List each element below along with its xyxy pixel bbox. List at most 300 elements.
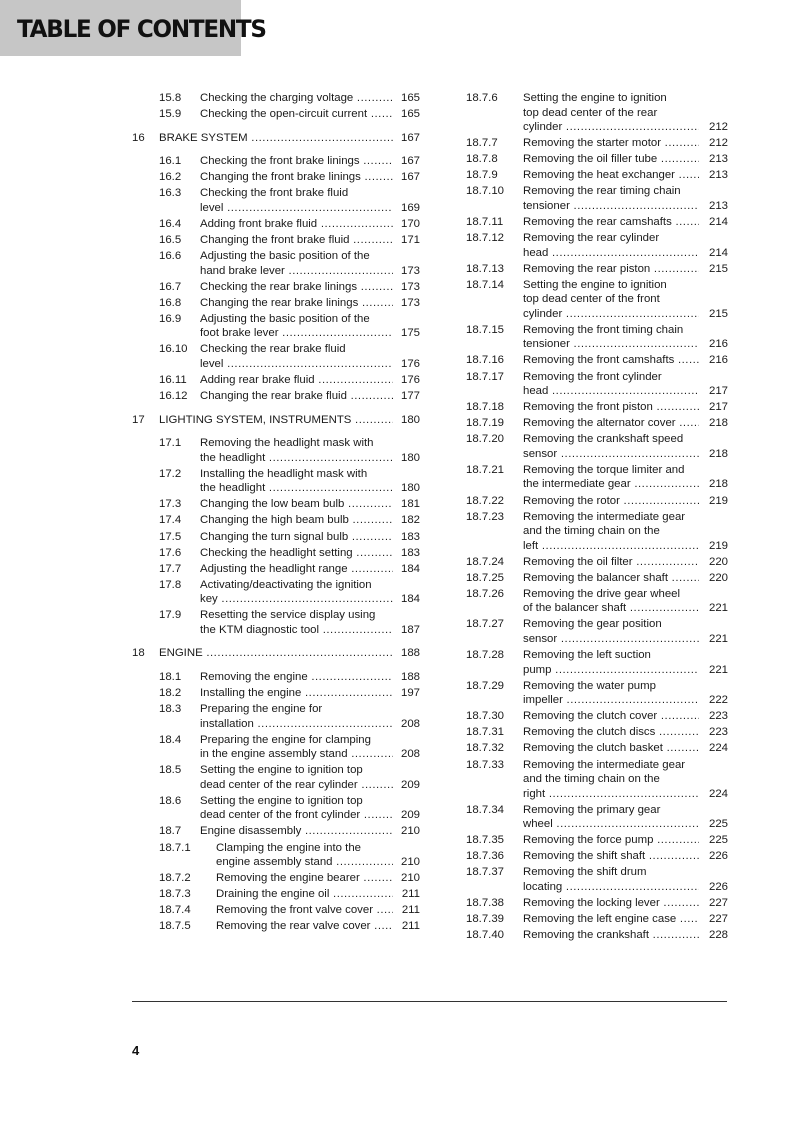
toc-entry-number: 18.7.28	[466, 649, 505, 662]
toc-entry-page: 173	[400, 280, 420, 293]
toc-entry-number: 15.9	[159, 108, 182, 121]
toc-entry-page: 183	[400, 530, 420, 543]
toc-entry-title: Removing the rear camshafts .....	[523, 215, 699, 230]
toc-right-column	[466, 91, 728, 944]
toc-entry-page: 215	[708, 307, 728, 320]
toc-entry-number: 18.5	[159, 764, 182, 777]
toc-entry-page: 227	[708, 913, 728, 926]
toc-entry-page: 197	[400, 686, 420, 699]
toc-entry-page: 176	[400, 374, 420, 387]
toc-entry-number: 16.6	[159, 250, 182, 263]
toc-entry-title: and the timing chain on the	[523, 773, 660, 786]
page-number: 4	[132, 1043, 140, 1058]
toc-entry[interactable]	[132, 436, 420, 465]
toc-entry-title: Removing the gear position	[523, 618, 662, 631]
toc-entry-page: 180	[400, 482, 420, 495]
toc-entry-title: Removing the shift shaft .....	[523, 849, 699, 864]
toc-entry-page: 182	[400, 514, 420, 527]
toc-entry-page: 217	[708, 385, 728, 398]
toc-entry-title: the KTM diagnostic tool .....	[200, 623, 393, 638]
toc-entry-number: 16.7	[159, 280, 182, 293]
toc-entry[interactable]	[466, 912, 728, 927]
toc-entry-title: Removing the front camshafts .....	[523, 353, 699, 368]
toc-entry[interactable]	[466, 571, 728, 586]
toc-entry[interactable]	[466, 617, 728, 646]
toc-entry-title: Setting the engine to ignition	[523, 92, 667, 104]
toc-entry-number: 18.7	[159, 825, 182, 838]
toc-entry-title: Adjusting the basic position of the	[200, 250, 370, 263]
toc-entry-title: Preparing the engine for clamping	[200, 733, 371, 746]
toc-entry-title: Setting the engine to ignition top	[200, 764, 363, 777]
toc-entry[interactable]	[466, 709, 728, 724]
toc-entry[interactable]	[466, 400, 728, 415]
toc-entry-number: 18.7.3	[159, 888, 191, 901]
toc-entry[interactable]	[132, 871, 420, 886]
toc-entry-number: 18.7.26	[466, 587, 505, 600]
toc-entry-title: Removing the starter motor .....	[523, 136, 699, 151]
toc-entry-page: 216	[708, 354, 728, 367]
toc-entry-title: Removing the primary gear	[523, 803, 661, 816]
toc-entry-number: 16.4	[159, 217, 182, 230]
toc-entry[interactable]	[466, 184, 728, 213]
toc-entry-title: the intermediate gear .....	[523, 477, 699, 492]
toc-entry-title: top dead center of the front	[523, 293, 660, 306]
toc-entry-number: 18.7.40	[466, 929, 505, 942]
toc-entry-number: 18.7.25	[466, 571, 505, 584]
toc-entry-title: Checking the open-circuit current .....	[200, 107, 393, 122]
toc-entry[interactable]	[466, 803, 728, 832]
toc-entry-page: 208	[400, 717, 420, 730]
toc-entry-title: Removing the front timing chain	[523, 323, 684, 336]
toc-entry-title: Checking the front brake fluid	[200, 187, 349, 200]
toc-entry-page: 184	[400, 562, 420, 575]
toc-entry-number: 18.4	[159, 733, 182, 746]
toc-entry-title: Changing the high beam bulb .....	[200, 513, 393, 528]
toc-entry-title: Removing the front cylinder	[523, 370, 662, 383]
toc-entry-title: Removing the alternator cover .....	[523, 416, 699, 431]
toc-entry-title: Adding rear brake fluid .....	[200, 373, 393, 388]
toc-entry-page: 187	[400, 623, 420, 636]
toc-entry-number: 18.7.35	[466, 834, 505, 847]
toc-entry[interactable]	[132, 107, 420, 122]
toc-entry[interactable]	[132, 578, 420, 607]
toc-entry-page: 212	[708, 121, 728, 133]
toc-entry[interactable]	[466, 231, 728, 260]
toc-entry-title: Changing the turn signal bulb .....	[200, 530, 393, 545]
toc-entry-title: Removing the clutch basket .....	[523, 741, 699, 756]
toc-entry-page: 219	[708, 539, 728, 552]
toc-entry-title: tensioner .....	[523, 337, 699, 352]
toc-entry-number: 17.5	[159, 530, 182, 543]
toc-entry-number: 15.8	[159, 92, 182, 104]
toc-entry[interactable]	[132, 373, 420, 388]
toc-entry-title: Checking the charging voltage .....	[200, 91, 393, 106]
toc-entry-number: 16.11	[159, 374, 187, 387]
toc-entry-title: Changing the front brake linings .....	[200, 170, 393, 185]
toc-entry-title: foot brake lever .....	[200, 326, 393, 341]
toc-entry[interactable]	[132, 467, 420, 496]
toc-entry-number: 18.7.18	[466, 401, 505, 414]
toc-entry-number: 18.7.15	[466, 323, 505, 336]
toc-entry-number: 17.9	[159, 609, 182, 622]
toc-entry-page: 217	[708, 401, 728, 414]
toc-entry-page: 188	[400, 670, 420, 683]
toc-entry-title: Removing the drive gear wheel	[523, 587, 681, 600]
toc-entry-number: 18	[132, 647, 145, 660]
toc-entry-number: 17	[132, 413, 145, 426]
toc-entry-title: hand brake lever .....	[200, 264, 393, 279]
toc-entry-page: 220	[708, 571, 728, 584]
toc-entry-number: 18.7.23	[466, 510, 505, 523]
toc-entry-number: 18.7.37	[466, 866, 505, 879]
toc-entry[interactable]	[466, 353, 728, 368]
toc-entry-number: 18.7.17	[466, 370, 505, 383]
toc-entry-title: level .....	[200, 201, 393, 216]
toc-entry-page: 180	[400, 413, 420, 426]
toc-entry-number: 17.3	[159, 498, 182, 511]
toc-entry[interactable]	[132, 312, 420, 341]
toc-entry-page: 215	[708, 262, 728, 275]
toc-entry-number: 18.7.9	[466, 169, 498, 182]
toc-entry[interactable]	[466, 168, 728, 183]
toc-entry[interactable]	[466, 896, 728, 911]
toc-entry-page: 208	[400, 748, 420, 761]
toc-entry[interactable]	[466, 758, 728, 802]
toc-entry[interactable]	[132, 702, 420, 731]
toc-entry-title: level .....	[200, 357, 393, 372]
toc-entry-number: 16.5	[159, 233, 182, 246]
toc-entry[interactable]	[466, 323, 728, 352]
toc-entry-page: 175	[400, 327, 420, 340]
toc-entry[interactable]	[466, 648, 728, 677]
toc-entry-title: Removing the water pump	[523, 679, 656, 692]
toc-entry-number: 18.7.5	[159, 920, 191, 933]
toc-entry-number: 16.9	[159, 312, 182, 325]
toc-entry-title: the headlight .....	[200, 451, 393, 466]
toc-entry-title: left .....	[523, 539, 699, 554]
toc-entry-number: 18.7.39	[466, 913, 505, 926]
toc-entry-number: 16.12	[159, 390, 188, 403]
toc-entry[interactable]	[132, 389, 420, 404]
toc-entry-number: 16	[132, 131, 145, 144]
toc-entry-number: 18.7.13	[466, 262, 505, 275]
toc-entry-title: Removing the balancer shaft .....	[523, 571, 699, 586]
toc-entry[interactable]	[132, 131, 420, 146]
toc-entry-title: sensor .....	[523, 632, 699, 647]
toc-entry[interactable]	[132, 887, 420, 902]
toc-entry[interactable]	[466, 370, 728, 399]
toc-entry-title: and the timing chain on the	[523, 525, 660, 538]
toc-entry-title: Removing the intermediate gear	[523, 758, 686, 771]
toc-entry-page: 226	[708, 850, 728, 863]
toc-entry-title: Adding front brake fluid .....	[200, 217, 393, 232]
toc-entry-title: impeller .....	[523, 693, 699, 708]
toc-entry-number: 18.7.30	[466, 710, 505, 723]
toc-entry[interactable]	[466, 215, 728, 230]
toc-entry-page: 225	[708, 834, 728, 847]
toc-entry-page: 228	[708, 929, 728, 942]
toc-entry[interactable]	[132, 186, 420, 215]
toc-entry-title: dead center of the rear cylinder .....	[200, 778, 393, 793]
toc-entry-number: 18.7.7	[466, 137, 498, 150]
toc-entry[interactable]	[132, 513, 420, 528]
toc-entry-number: 18.7.10	[466, 185, 505, 198]
toc-entry[interactable]	[466, 679, 728, 708]
toc-left-column	[132, 91, 420, 936]
toc-entry-title: tensioner .....	[523, 199, 699, 214]
toc-entry[interactable]	[132, 608, 420, 637]
toc-entry-title: engine assembly stand .....	[216, 855, 393, 870]
toc-entry[interactable]	[466, 555, 728, 570]
toc-entry-number: 17.2	[159, 467, 182, 480]
toc-entry-title: Removing the shift drum	[523, 866, 647, 879]
toc-entry-title: Removing the crankshaft .....	[523, 928, 699, 943]
toc-entry-page: 218	[708, 447, 728, 460]
toc-entry-number: 18.7.4	[159, 904, 191, 917]
toc-entry-number: 18.7.1	[159, 841, 191, 854]
toc-entry-page: 209	[400, 778, 420, 791]
toc-entry-title: in the engine assembly stand .....	[200, 747, 393, 762]
toc-entry-page: 165	[400, 92, 420, 104]
toc-entry-page: 211	[401, 920, 420, 933]
toc-entry-page: 212	[708, 137, 728, 150]
toc-entry[interactable]	[132, 413, 420, 428]
toc-entry-title: Draining the engine oil .....	[216, 887, 393, 902]
toc-entry-title: wheel .....	[523, 817, 699, 832]
toc-entry-number: 18.7.21	[466, 463, 505, 476]
toc-entry[interactable]	[132, 233, 420, 248]
toc-entry-number: 16.2	[159, 171, 182, 184]
toc-entry-page: 213	[708, 169, 728, 182]
toc-entry-number: 18.7.32	[466, 742, 505, 755]
toc-entry-title: Checking the rear brake linings .....	[200, 280, 393, 295]
toc-entry[interactable]	[132, 794, 420, 823]
toc-entry-page: 226	[708, 880, 728, 893]
toc-entry-title: the headlight .....	[200, 481, 393, 496]
toc-entry-page: 167	[400, 155, 420, 168]
toc-entry-title: Removing the clutch discs .....	[523, 725, 699, 740]
toc-entry-page: 224	[708, 742, 728, 755]
toc-entry-number: 17.6	[159, 546, 182, 559]
toc-entry-title: Setting the engine to ignition top	[200, 794, 363, 807]
toc-entry-title: BRAKE SYSTEM .....	[159, 131, 393, 146]
toc-entry[interactable]	[466, 91, 728, 135]
toc-entry[interactable]	[132, 686, 420, 701]
toc-entry-number: 18.7.16	[466, 354, 505, 367]
toc-entry[interactable]	[466, 278, 728, 322]
toc-entry-number: 18.7.38	[466, 897, 505, 909]
toc-entry-page: 223	[708, 710, 728, 723]
toc-entry-page: 218	[708, 478, 728, 491]
toc-entry-title: Removing the locking lever .....	[523, 896, 699, 911]
toc-entry-page: 210	[400, 856, 420, 869]
toc-entry[interactable]	[132, 280, 420, 295]
toc-entry-number: 17.4	[159, 514, 182, 527]
toc-entry-title: Activating/deactivating the ignition	[200, 578, 372, 591]
toc-entry-title: Checking the front brake linings .....	[200, 154, 393, 169]
toc-entry[interactable]	[132, 91, 420, 106]
toc-entry-title: Removing the front piston .....	[523, 400, 699, 415]
toc-entry[interactable]	[466, 833, 728, 848]
toc-entry-page: 167	[400, 171, 420, 184]
toc-entry-page: 211	[401, 904, 420, 917]
toc-entry-title: Removing the oil filter .....	[523, 555, 699, 570]
toc-entry[interactable]	[466, 463, 728, 492]
toc-entry-number: 18.6	[159, 794, 182, 807]
toc-entry-title: Changing the low beam bulb .....	[200, 497, 393, 512]
toc-entry-number: 18.7.33	[466, 758, 505, 771]
toc-entry-number: 17.1	[159, 437, 182, 450]
toc-entry-page: 227	[708, 897, 728, 909]
toc-entry-number: 18.7.20	[466, 433, 505, 446]
toc-entry-page: 221	[708, 602, 728, 615]
toc-entry-page: 222	[708, 694, 728, 707]
toc-entry-number: 17.7	[159, 562, 182, 575]
toc-entry-number: 16.8	[159, 296, 182, 309]
toc-entry[interactable]	[466, 725, 728, 740]
toc-entry-number: 18.7.12	[466, 232, 505, 245]
toc-entry[interactable]	[466, 416, 728, 431]
toc-entry-number: 16.1	[159, 155, 182, 168]
toc-entry-title: dead center of the front cylinder .....	[200, 808, 393, 823]
toc-entry-number: 18.7.29	[466, 679, 505, 692]
toc-entry[interactable]	[132, 824, 420, 839]
toc-entry[interactable]	[466, 510, 728, 554]
toc-entry-title: Checking the headlight setting .....	[200, 546, 393, 561]
toc-entry-title: Removing the rear valve cover .....	[216, 919, 393, 934]
toc-entry[interactable]	[132, 530, 420, 545]
toc-entry-page: 214	[708, 246, 728, 259]
toc-entry[interactable]	[466, 432, 728, 461]
toc-entry[interactable]	[466, 152, 728, 167]
toc-entry-number: 18.7.34	[466, 803, 505, 816]
toc-entry-page: 210	[400, 872, 420, 885]
toc-entry-title: Removing the crankshaft speed	[523, 433, 684, 446]
toc-entry-title: key .....	[200, 592, 393, 607]
toc-entry[interactable]	[132, 646, 420, 661]
toc-entry-title: Installing the engine .....	[200, 686, 393, 701]
toc-entry-title: Removing the rear piston .....	[523, 262, 699, 277]
toc-entry-number: 18.7.19	[466, 417, 505, 430]
toc-entry-title: pump .....	[523, 663, 699, 678]
toc-entry-page: 188	[400, 647, 420, 660]
toc-entry[interactable]	[466, 587, 728, 616]
toc-entry[interactable]	[132, 670, 420, 685]
toc-entry[interactable]	[466, 741, 728, 756]
toc-entry-page: 171	[400, 233, 420, 246]
toc-entry[interactable]	[132, 546, 420, 561]
toc-entry-page: 184	[400, 593, 420, 606]
toc-entry-title: Adjusting the headlight range .....	[200, 562, 393, 577]
toc-entry-page: 225	[708, 818, 728, 831]
toc-entry-page: 177	[400, 390, 420, 403]
toc-entry[interactable]	[132, 342, 420, 371]
toc-entry-page: 165	[400, 108, 420, 121]
toc-entry-title: cylinder .....	[523, 120, 699, 135]
toc-entry-number: 16.10	[159, 343, 188, 356]
toc-entry-number: 18.7.2	[159, 872, 191, 885]
toc-entry[interactable]	[466, 262, 728, 277]
toc-entry-title: ENGINE .....	[159, 646, 393, 661]
toc-entry-title: Setting the engine to ignition	[523, 278, 667, 291]
toc-entry-title: of the balancer shaft .....	[523, 601, 699, 616]
toc-entry-title: Removing the clutch cover .....	[523, 709, 699, 724]
toc-entry-title: head .....	[523, 384, 699, 399]
toc-entry[interactable]	[132, 296, 420, 311]
toc-entry-page: 210	[400, 825, 420, 838]
toc-entry[interactable]	[132, 217, 420, 232]
toc-entry-number: 18.7.31	[466, 726, 505, 739]
toc-entry-title: locating .....	[523, 880, 699, 895]
toc-entry-title: Engine disassembly .....	[200, 824, 393, 839]
toc-entry-title: cylinder .....	[523, 307, 699, 322]
toc-entry-number: 18.7.24	[466, 555, 505, 568]
toc-entry-page: 224	[708, 787, 728, 800]
toc-entry-page: 214	[708, 215, 728, 228]
toc-entry-page: 173	[400, 264, 420, 277]
toc-entry-title: Removing the engine bearer .....	[216, 871, 393, 886]
toc-entry[interactable]	[132, 562, 420, 577]
toc-entry-title: head .....	[523, 246, 699, 261]
toc-entry[interactable]	[466, 928, 728, 943]
toc-entry-number: 18.7.11	[466, 215, 504, 228]
toc-entry-title: Adjusting the basic position of the	[200, 312, 370, 325]
toc-entry[interactable]	[132, 249, 420, 278]
toc-entry-number: 18.7.14	[466, 278, 505, 291]
toc-entry-title: Changing the rear brake linings .....	[200, 296, 393, 311]
toc-entry[interactable]	[466, 494, 728, 509]
toc-entry-title: Removing the front valve cover .....	[216, 903, 393, 918]
toc-entry-title: Removing the rear cylinder	[523, 232, 660, 245]
toc-entry-title: Removing the headlight mask with	[200, 437, 374, 450]
toc-entry-page: 183	[400, 546, 420, 559]
toc-entry-page: 216	[708, 338, 728, 351]
toc-entry[interactable]	[132, 154, 420, 169]
toc-entry-title: Removing the rear timing chain	[523, 185, 681, 198]
toc-entry-title: Installing the headlight mask with	[200, 467, 368, 480]
toc-entry-number: 18.7.22	[466, 494, 505, 507]
toc-entry[interactable]	[132, 763, 420, 792]
toc-entry-title: top dead center of the rear	[523, 106, 658, 119]
toc-entry-number: 18.1	[159, 670, 182, 683]
toc-entry-page: 180	[400, 451, 420, 464]
toc-entry[interactable]	[132, 170, 420, 185]
toc-entry-page: 223	[708, 726, 728, 739]
toc-entry[interactable]	[466, 136, 728, 151]
toc-entry-title: Removing the rotor .....	[523, 494, 699, 509]
toc-entry-title: Removing the oil filler tube .....	[523, 152, 699, 167]
toc-entry-number: 17.8	[159, 578, 182, 591]
toc-entry-page: 220	[708, 555, 728, 568]
toc-entry-page: 221	[708, 663, 728, 676]
toc-entry[interactable]	[132, 733, 420, 762]
toc-entry-page: 181	[400, 498, 420, 511]
toc-entry[interactable]	[132, 919, 420, 934]
toc-entry[interactable]	[132, 903, 420, 918]
toc-entry-page: 170	[400, 217, 420, 230]
toc-entry[interactable]	[132, 841, 420, 870]
toc-entry[interactable]	[466, 865, 728, 894]
toc-entry[interactable]	[132, 497, 420, 512]
toc-entry-page: 176	[400, 357, 420, 370]
toc-entry-number: 16.3	[159, 187, 182, 200]
toc-entry-page: 211	[401, 888, 420, 901]
toc-entry-title: Checking the rear brake fluid	[200, 343, 346, 356]
toc-entry-page: 173	[400, 296, 420, 309]
toc-entry-title: Removing the intermediate gear	[523, 510, 686, 523]
toc-entry[interactable]	[466, 849, 728, 864]
toc-entry-title: Clamping the engine into the	[216, 841, 362, 854]
